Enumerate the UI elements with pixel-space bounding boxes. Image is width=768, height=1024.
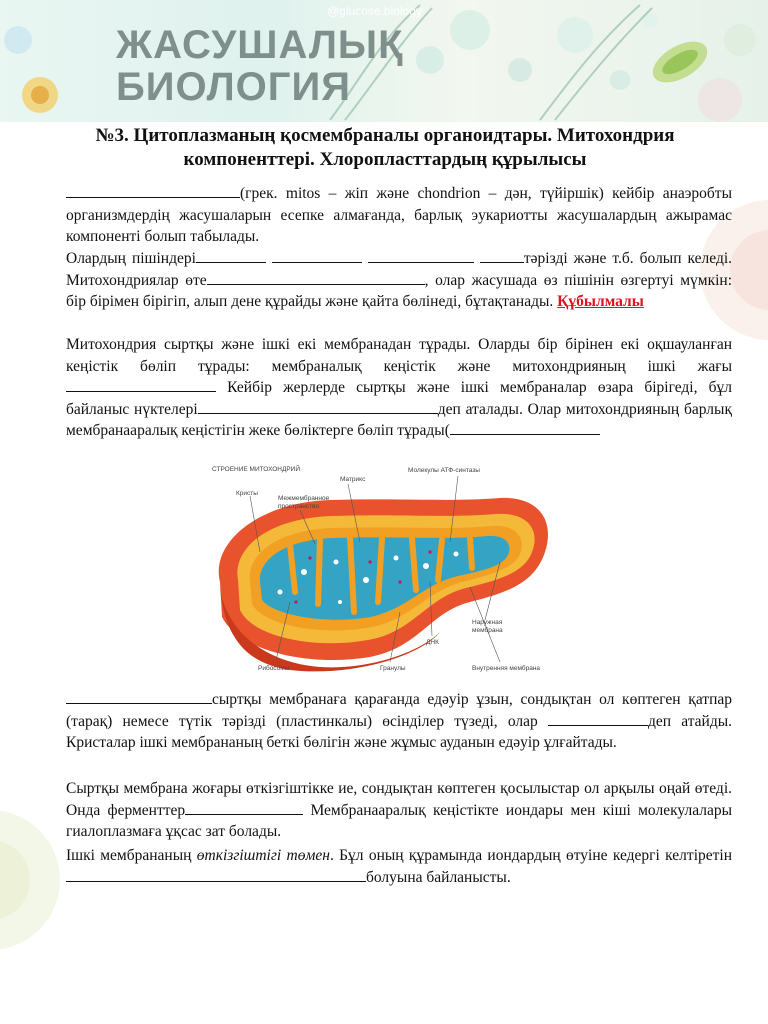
fill-blank[interactable] [450, 420, 600, 435]
paragraph-5-text-a: Сыртқы мембрана жоғары өткізгіштікке ие, сондықтан көптеген қосылыстар ол арқылы оңай өтеді. Онда ферменттер [66, 780, 732, 819]
mitochondria-diagram [200, 462, 560, 682]
label-outer-1: Наружная [472, 619, 503, 626]
label-outer-2: мембрана [472, 627, 503, 634]
fill-blank[interactable] [207, 270, 425, 285]
fill-blank[interactable] [368, 248, 474, 263]
fill-blank[interactable] [198, 399, 438, 414]
banner-title-line2: БИОЛОГИЯ [116, 65, 351, 109]
paragraph-5-text-b: Мембранааралық кеңістікте иондары мен кіші молекулалары гиалоплазмаға ұқсас зат болады. [66, 801, 732, 840]
fill-blank[interactable] [66, 689, 212, 704]
paragraph-6-text-b: . Бұл оның құрамында иондардың өтуіне кедергі келтіретін [329, 847, 732, 864]
paragraph-2-text-a: Олардың пішіндері [66, 250, 196, 267]
banner-title [116, 24, 404, 108]
label-cristae: Кристы [236, 490, 258, 497]
figure-title: СТРОЕНИЕ МИТОХОНДРИЙ [212, 466, 301, 473]
paragraph-6-text-a: Ішкі мембрананың [66, 847, 197, 864]
label-matrix: Матрикс [340, 476, 366, 483]
paragraph-4-text-a: сыртқы мембранаға қарағанда едәуір ұзын, сондықтан ол көптеген қатпар (тарақ) немесе түтік тәрізді (пластинкалы) өсінділер түзеді, олар [66, 691, 732, 730]
fill-blank[interactable] [480, 248, 524, 263]
fill-blank[interactable] [548, 711, 648, 726]
paragraph-4 [66, 689, 732, 754]
label-granules: Гранулы [380, 665, 406, 672]
label-dna: ДНК [426, 639, 439, 646]
fill-blank[interactable] [272, 248, 362, 263]
heading-line1: №3. Цитоплазманың қосмембраналы органоидтары. Митохондрия [95, 125, 675, 146]
label-intermembrane-2: пространство [278, 503, 320, 510]
paragraph-6 [66, 845, 732, 888]
paragraph-3-text-a: Митохондрия сыртқы және ішкі екі мембранадан тұрады. Оларды бір бірінен екі оқшауланған кеңістік бөліп тұрады: мембраналық кеңістік және митохондрияның ішкі жағы [66, 336, 732, 375]
label-ribosomes: Рибосомы [258, 665, 290, 672]
fill-blank[interactable] [66, 377, 216, 392]
cell-decoration-left [0, 790, 70, 970]
paragraph-4-text-b: деп атайды. Кристалар ішкі мембрананың беткі бөлігін және жұмыс ауданын едәуір ұлғайтады. [66, 712, 733, 751]
paragraph-2-text-c: , олар жасушада өз пішінін өзгертуі мүмкін: бір бірімен бірігіп, алып дене құрайды және қайта бөлінеді, бұтақтанады. [66, 271, 733, 310]
paragraph-6-text-c: болуына байланысты. [366, 868, 511, 886]
paragraph-3-text-c: деп аталады. Олар митохондрияның барлық мембранааралық кеңістігін жеке бөліктерге бөліп тұрады( [66, 400, 732, 439]
fill-blank[interactable] [196, 248, 266, 263]
social-handle: @glucose.biology [327, 4, 422, 18]
paragraph-2 [66, 248, 732, 313]
page-heading [40, 124, 730, 172]
paragraph-1-text: (грек. mitos – жіп және chondrion – дән, түйіршік) кейбір анаэробты организмдердің жасушаларын есепке алмағанда, барлық эукариотты жасушалардың ажырамас компоненті болып табылады. [66, 185, 732, 245]
paragraph-2-text-b: тәрізді және т.б. болып келеді. Митохондриялар өте [66, 250, 733, 289]
italic-term: өткізгіштігі төмен [196, 847, 330, 864]
fill-blank[interactable] [185, 800, 303, 815]
paragraph-3 [66, 334, 732, 442]
fill-blank[interactable] [66, 867, 366, 882]
label-intermembrane-1: Межмембранное [278, 495, 330, 502]
highlight-term: Құбылмалы [557, 293, 644, 310]
banner-title-line1: ЖАСУШАЛЫҚ [116, 23, 404, 67]
label-atp-synthase: Молекулы АТФ-синтазы [408, 467, 480, 474]
header-banner [0, 0, 768, 122]
paragraph-1 [66, 183, 732, 248]
paragraph-5 [66, 778, 732, 843]
paragraph-3-text-b: Кейбір жерлерде сыртқы және ішкі мембраналар өзара бірігеді, бұл байланыс нүктелері [66, 379, 733, 418]
label-inner-membrane: Внутренняя мембрана [472, 665, 541, 672]
heading-line2: компоненттері. Хлоропласттардың құрылысы [183, 149, 587, 170]
fill-blank[interactable] [66, 183, 240, 198]
